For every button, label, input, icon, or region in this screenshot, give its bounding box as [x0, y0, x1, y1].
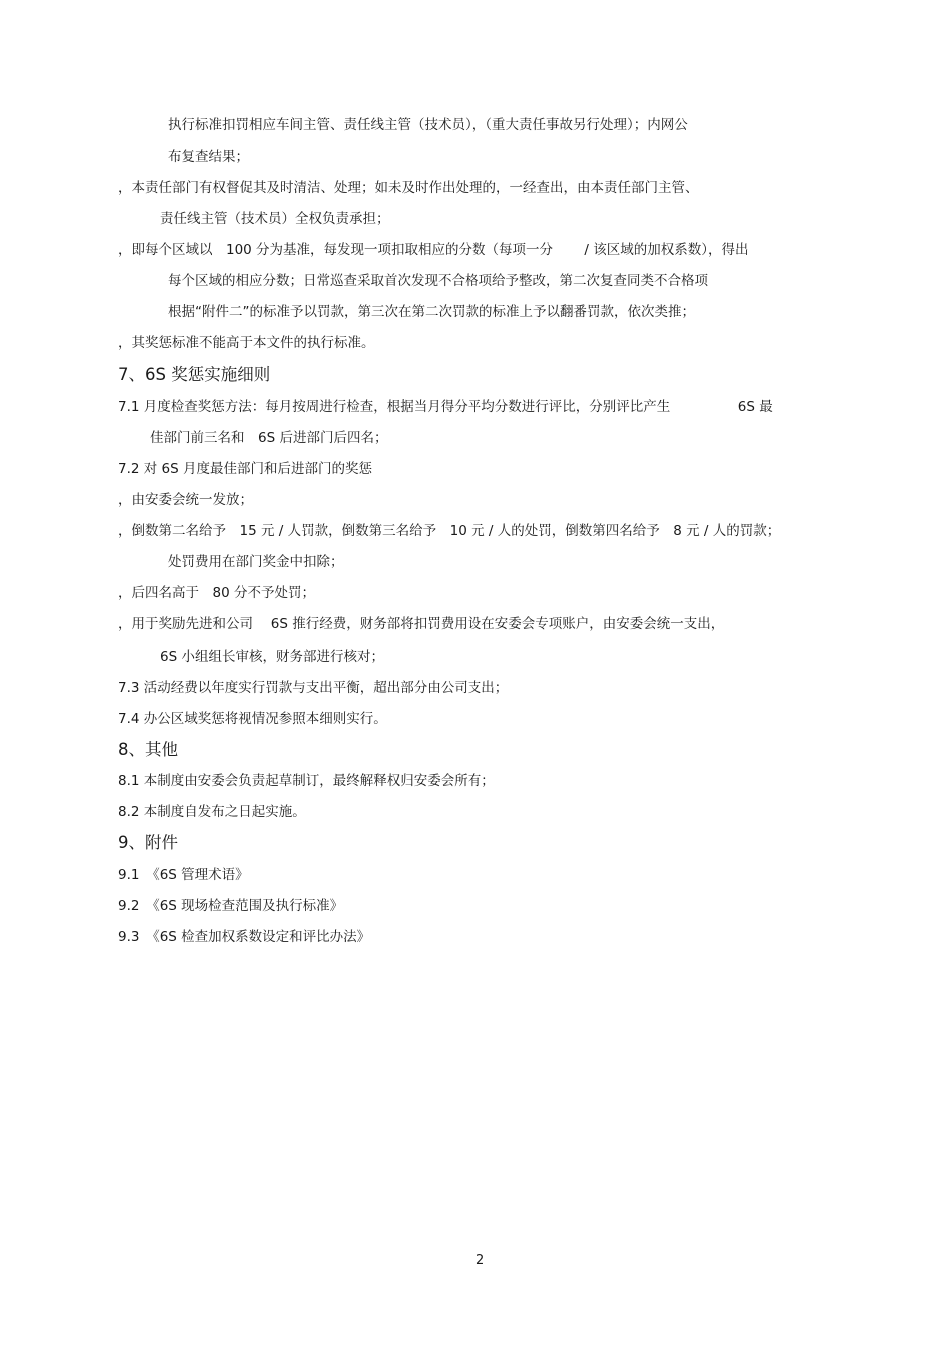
- attachment-item: 9.3 《6S 检查加权系数设定和评比办法》: [118, 929, 371, 945]
- paragraph-line: ，由安委会统一发放；: [118, 492, 253, 508]
- paragraph-line: ，其奖惩标准不能高于本文件的执行标准。: [118, 335, 375, 351]
- paragraph-line: 根据“附件二”的标准予以罚款，第三次在第二次罚款的标准上予以翻番罚款，依次类推；: [168, 304, 695, 320]
- paragraph-line: 7.2 对 6S 月度最佳部门和后进部门的奖惩: [118, 461, 373, 477]
- paragraph-line: ，用于奖励先进和公司 6S 推行经费，财务部将扣罚费用设在安委会专项账户，由安委会统一支出，: [118, 616, 725, 632]
- paragraph-line: 佳部门前三名和 6S 后进部门后四名；: [150, 430, 388, 446]
- paragraph-line: 责任线主管（技术员）全权负责承担；: [160, 211, 390, 227]
- attachment-item: 9.1 《6S 管理术语》: [118, 867, 249, 883]
- paragraph-line: 7.1 月度检查奖惩方法：每月按周进行检查，根据当月得分平均分数进行评比，分别评比产生 6S 最: [118, 399, 773, 415]
- paragraph-line: ，本责任部门有权督促其及时清洁、处理；如未及时作出处理的，一经查出，由本责任部门主管、: [118, 180, 699, 196]
- paragraph-line: ，即每个区域以 100 分为基准，每发现一项扣取相应的分数（每项一分 / 该区域的加权系数），得出: [118, 242, 749, 258]
- paragraph-line: 8.1 本制度由安委会负责起草制订，最终解释权归安委会所有；: [118, 773, 495, 789]
- section-9-heading: 9、附件: [118, 833, 178, 852]
- paragraph-line: 每个区域的相应分数；日常巡查采取首次发现不合格项给予整改，第二次复查同类不合格项: [168, 273, 708, 289]
- paragraph-line: 处罚费用在部门奖金中扣除；: [168, 554, 344, 570]
- paragraph-line: 6S 小组组长审核，财务部进行核对；: [160, 649, 384, 665]
- paragraph-line: ，倒数第二名给予 15 元 / 人罚款，倒数第三名给予 10 元 / 人的处罚，倒数第四名给予 8 元 / 人的罚款；: [118, 523, 781, 539]
- paragraph-line: 8.2 本制度自发布之日起实施。: [118, 804, 306, 820]
- paragraph-line: 布复查结果；: [168, 149, 249, 165]
- paragraph-line: 7.3 活动经费以年度实行罚款与支出平衡，超出部分由公司支出；: [118, 680, 509, 696]
- paragraph-line: 7.4 办公区域奖惩将视情况参照本细则实行。: [118, 711, 387, 727]
- attachment-item: 9.2 《6S 现场检查范围及执行标准》: [118, 898, 344, 914]
- section-7-heading: 7、6S 奖惩实施细则: [118, 365, 271, 384]
- page-number: 2: [476, 1253, 485, 1268]
- section-8-heading: 8、其他: [118, 740, 178, 759]
- paragraph-line: 执行标准扣罚相应车间主管、责任线主管（技术员），（重大责任事故另行处理）；内网公: [168, 117, 688, 133]
- paragraph-line: ，后四名高于 80 分不予处罚；: [118, 585, 315, 601]
